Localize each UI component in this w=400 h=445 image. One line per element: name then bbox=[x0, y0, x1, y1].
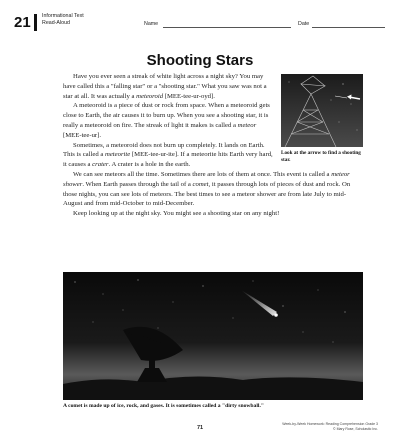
comet-figure bbox=[63, 272, 363, 410]
side-figure bbox=[281, 74, 363, 163]
name-field[interactable] bbox=[163, 27, 291, 28]
category-line-2: Read-Aloud bbox=[42, 19, 70, 26]
header-divider bbox=[34, 14, 37, 31]
name-label: Name bbox=[144, 21, 159, 27]
comet-photo bbox=[63, 272, 363, 400]
comet-head bbox=[274, 313, 278, 317]
source-line-2: © Mary Rose, Scholastic Inc. bbox=[333, 426, 378, 431]
date-label: Date bbox=[298, 21, 310, 27]
comet-caption: A comet is made up of ice, rock, and gases. It is sometimes called a "dirty snowball." bbox=[63, 403, 264, 409]
page-header bbox=[14, 12, 386, 34]
shooting-star-photo bbox=[281, 74, 363, 147]
side-caption: Look at the arrow to find a shooting star. bbox=[281, 150, 361, 163]
footer-source bbox=[282, 422, 378, 431]
footer-page-number: 71 bbox=[196, 425, 204, 431]
paragraph-5: Keep looking up at the night sky. You might see a shooting star on any night! bbox=[73, 210, 280, 218]
text-category bbox=[42, 13, 84, 26]
category-line-1: Informational Text bbox=[42, 13, 84, 19]
source-line-1: Week-by-Week Homework: Reading Comprehension Grade 3 bbox=[282, 422, 378, 426]
page-number: 21 bbox=[14, 14, 31, 31]
paragraph-4: We can see meteors all the time. Sometimes there are lots of them at once. This event is called a meteor shower. When Earth passes through the tail of a comet, it passes through lots of pieces of dust and rock. On those nights, you can see lots of meteors. The best times to see a meteor shower are from late July to mid-August and from mid-October to mid-December. bbox=[63, 170, 351, 208]
paragraph-3: Sometimes, a meteoroid does not burn up completely. It lands on Earth. This is called a meteorite [MEE-tee-ur-ite]. If a meteorite hits Earth very hard, it causes a crater. A crater is a hole in the earth. bbox=[63, 141, 273, 169]
article-body bbox=[63, 72, 363, 219]
paragraph-2: A meteoroid is a piece of dust or rock from space. When a meteoroid gets close to Earth, the air causes it to burn up. When you see a shooting star, it is really a meteoroid on fire. The streak of light it makes is called a meteor [MEE-tee-ur]. bbox=[63, 102, 270, 139]
date-field[interactable] bbox=[312, 27, 385, 28]
paragraph-1: Have you ever seen a streak of white light across a night sky? You may have called this a "falling star" or a "shooting star." What you saw was not a star at all. It was actually a meteoroid [MEE-tee-ur-oyd]. bbox=[63, 73, 267, 100]
page-title: Shooting Stars bbox=[146, 52, 254, 69]
